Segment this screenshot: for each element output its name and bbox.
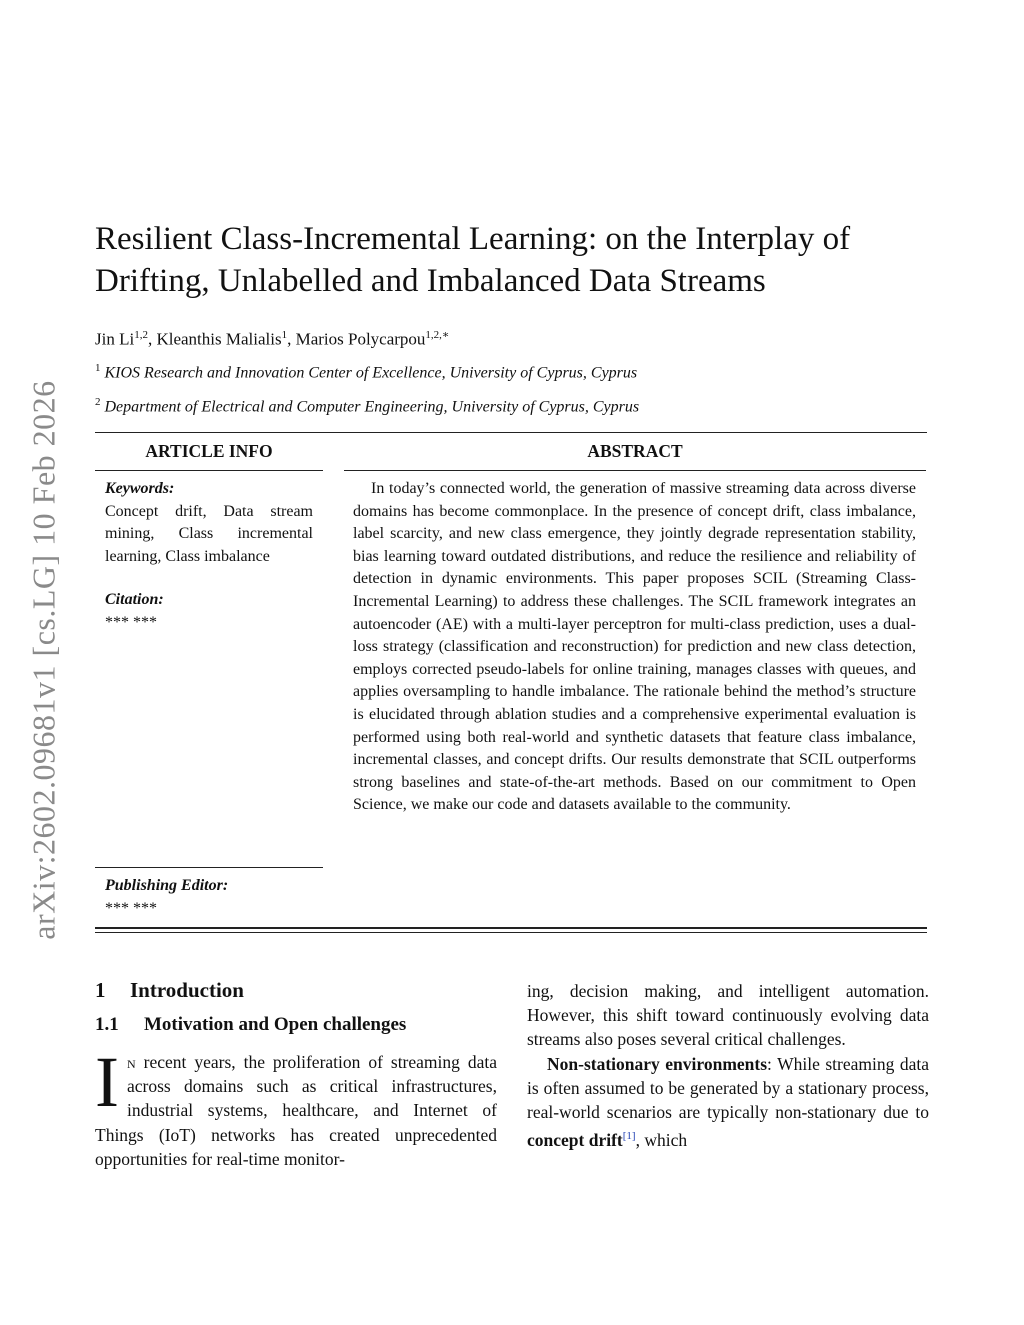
affiliation-text: KIOS Research and Innovation Center of Excellence, University of Cyprus, Cyprus xyxy=(104,364,638,382)
keywords-label: Keywords: xyxy=(105,480,175,497)
dropcap-letter: I xyxy=(95,1042,119,1122)
affiliation-2 xyxy=(95,396,639,416)
section-heading-introduction xyxy=(95,978,244,1003)
after-citation-text: , which xyxy=(635,1130,688,1151)
intro-right-paragraph-1: ing, decision making, and intelligent automation. However, this shift toward continuously evolving data streams also poses several critical challenges. xyxy=(527,981,929,1050)
author-name: Kleanthis Malialis xyxy=(156,329,282,349)
editor-label: Publishing Editor: xyxy=(105,877,229,894)
keywords-block xyxy=(105,478,313,568)
author-affil-sup: 1,2 xyxy=(134,329,148,341)
subsection-title: Motivation and Open challenges xyxy=(144,1014,407,1035)
section-number: 1 xyxy=(95,978,106,1002)
subsection-heading-motivation xyxy=(95,1014,406,1036)
abstract-text: In today’s connected world, the generation of massive streaming data across diverse domains has become commonplace. In the presence of concept drift, class imbalance, label scarcity, and new class emergence, they jointly degrade representation stability, bias learning toward outdated distributions, and reduce the resilience and reliability of detection in dynamic environments. This paper proposes SCIL (Streaming Class-Incremental Learning) to address these challenges. The SCIL framework integrates an autoencoder (AE) with a multi-layer perceptron for multi-class prediction, uses a dual-loss strategy (classification and reconstruction) for prediction and new class detection, employs corrected pseudo-labels for online training, manages classes with queues, and applies oversampling to handle imbalance. The rationale behind the method’s structure is elucidated through ablation studies and a comprehensive experimental evaluation is performed using both real-world and synthetic datasets that feature class imbalance, incremental classes, and concept drifts. Our results demonstrate that SCIL outperforms strong baselines and state-of-the-art methods. Based on our commitment to Open Science, we make our code and datasets available to the community. xyxy=(353,480,916,814)
non-stationary-label: Non-stationary environments xyxy=(547,1053,768,1074)
author-name: Jin Li xyxy=(95,329,135,349)
paper-title: Resilient Class-Incremental Learning: on the Interplay of Drifting, Unlabelled and Imbalanced Data Streams xyxy=(95,221,851,299)
keywords-text: Concept drift, Data stream mining, Class incremental learning, Class imbalance xyxy=(105,502,313,565)
dropcap-continuation: n xyxy=(126,1052,136,1072)
abstract-rule xyxy=(344,470,926,471)
author-affil-sup: 1 xyxy=(281,329,288,341)
arxiv-identifier-stamp: arXiv:2602.09681v1 [cs.LG] 10 Feb 2026 xyxy=(25,380,62,940)
non-stationary-text: : While streaming data is often assumed to be generated by a stationary process, real-world scenarios are typically non-stationary due to xyxy=(527,1053,929,1123)
abstract-heading: ABSTRACT xyxy=(587,441,683,461)
intro-paragraph-1 xyxy=(95,1042,498,1171)
editor-block xyxy=(105,875,313,920)
subsection-number: 1.1 xyxy=(95,1014,119,1035)
affiliation-number: 1 xyxy=(95,362,101,374)
author-name: Marios Polycarpou xyxy=(295,329,426,349)
citation-label: Citation: xyxy=(105,591,164,608)
intro-left-column xyxy=(95,1042,498,1171)
affiliation-1 xyxy=(95,362,637,382)
intro-left-text: recent years, the proliferation of streaming data across domains such as critical infrastructures, industrial systems, healthcare, and Internet of Things (IoT) networks has created unprecedented opportunities for real-time monitor- xyxy=(95,1052,498,1169)
article-info-rule xyxy=(95,470,323,471)
author-affil-sup: 1,2,∗ xyxy=(425,329,450,341)
concept-drift-term: concept drift xyxy=(527,1130,623,1151)
affiliation-number: 2 xyxy=(95,396,101,408)
author-list: Jin Li$^{1,2}$, Kleanthis Malialis$^1$, Marios Polycarpou$^{1,2,∗}$ xyxy=(95,329,450,349)
front-matter-rule-thick xyxy=(95,927,927,929)
section-title: Introduction xyxy=(130,978,244,1002)
citation-link-1[interactable]: [1] xyxy=(622,1130,636,1143)
article-info-heading: ARTICLE INFO xyxy=(145,441,273,461)
citation-block xyxy=(105,589,313,634)
affiliation-text: Department of Electrical and Computer Engineering, University of Cyprus, Cyprus xyxy=(104,398,640,416)
front-matter-rule-thin xyxy=(95,932,927,933)
info-divider xyxy=(95,867,323,868)
citation-text: *** *** xyxy=(105,613,157,631)
header-rule xyxy=(95,432,927,433)
intro-right-column xyxy=(527,979,929,1152)
editor-text: *** *** xyxy=(105,899,157,917)
intro-right-paragraph-2 xyxy=(527,1052,929,1153)
